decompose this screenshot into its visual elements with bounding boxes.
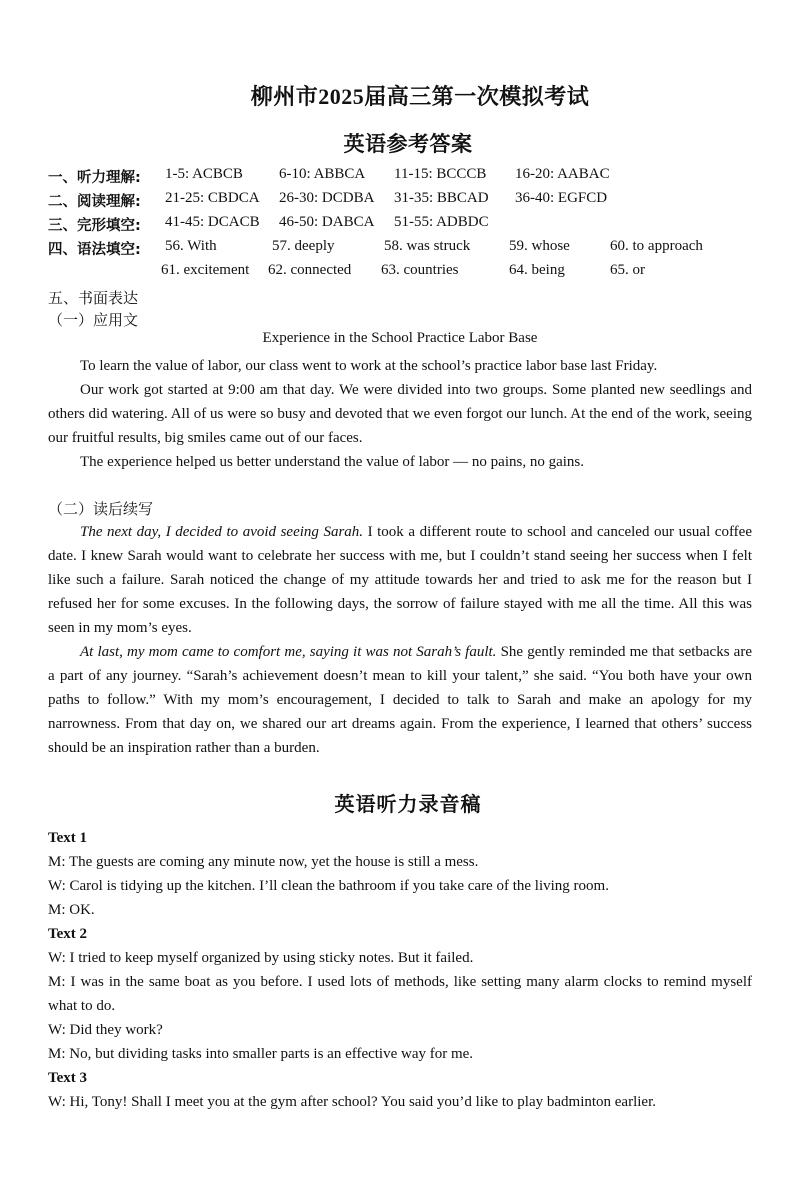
- essay-paragraph: Our work got started at 9:00 am that day. We were divided into two groups. Some planted new seedlings and others did watering. All of us were so busy and devoted that we even forgot our lunch. At the end of the work, seeing our fruitful results, big smiles came out of our faces.: [48, 382, 752, 446]
- answer-group: 56. With: [165, 238, 217, 254]
- answer-group: 6-10: ABBCA: [279, 166, 366, 182]
- answer-group: 65. or: [610, 262, 645, 278]
- page-title: 柳州市2025届高三第一次模拟考试: [250, 84, 590, 109]
- dialogue-line: W: Carol is tidying up the kitchen. I’ll clean the bathroom if you take care of the living room.: [48, 878, 609, 894]
- answer-row-label: 三、完形填空:: [48, 218, 141, 234]
- answer-group: 51-55: ADBDC: [394, 214, 489, 230]
- answer-group: 58. was struck: [384, 238, 471, 254]
- answer-row-label: 一、听力理解:: [48, 170, 141, 186]
- essay-paragraph: To learn the value of labor, our class went to work at the school’s practice labor base last Friday.: [80, 358, 658, 374]
- answer-group: 11-15: BCCCB: [394, 166, 487, 182]
- answer-group: 62. connected: [268, 262, 352, 278]
- dialogue-line: W: Did they work?: [48, 1022, 163, 1038]
- text-label: Text 1: [48, 830, 88, 846]
- answer-row-label: 二、阅读理解:: [48, 194, 141, 210]
- answer-row-grammar-cont: [48, 262, 768, 286]
- answer-row-grammar: [48, 238, 768, 262]
- answer-group: 36-40: EGFCD: [515, 190, 608, 206]
- continuation-lead: At last, my mom came to comfort me, saying it was not Sarah’s fault.: [80, 644, 497, 660]
- answer-group: 61. excitement: [161, 262, 250, 278]
- essay-title: Experience in the School Practice Labor Base: [262, 330, 538, 346]
- answer-group: 64. being: [509, 262, 565, 278]
- text-label: Text 3: [48, 1070, 88, 1086]
- writing-section-label: 五、书面表达: [48, 289, 139, 307]
- answer-group: 16-20: AABAC: [515, 166, 610, 182]
- answer-key: [48, 166, 768, 286]
- answer-row-listening: [48, 166, 768, 190]
- answer-group: 41-45: DCACB: [165, 214, 260, 230]
- writing-part2-label: （二）读后续写: [48, 500, 154, 518]
- answer-group: 31-35: BBCAD: [394, 190, 489, 206]
- answer-group: 63. countries: [381, 262, 459, 278]
- dialogue-line: M: OK.: [48, 902, 95, 918]
- continuation-paragraph: [48, 640, 752, 760]
- continuation-paragraph: [48, 520, 752, 640]
- answer-group: 26-30: DCDBA: [279, 190, 375, 206]
- page-subtitle: 英语参考答案: [343, 132, 473, 156]
- answer-group: 46-50: DABCA: [279, 214, 375, 230]
- listening-script-title: 英语听力录音稿: [334, 794, 482, 816]
- dialogue-line: W: Hi, Tony! Shall I meet you at the gym after school? You said you’d like to play badminton earlier.: [48, 1094, 656, 1110]
- answer-group: 21-25: CBDCA: [165, 190, 260, 206]
- continuation-body: She gently reminded me that setbacks are a part of any journey. “Sarah’s achievement doesn’t mean to kill your talent,” she said. “You both have your own paths to follow.” With my mom’s encouragement, I decided to talk to Sarah and make an apology for my narrowness. From that day on, we shared our art dreams again. From the experience, I learned that others’ success should be an inspiration rather than a burden.: [48, 644, 752, 756]
- answer-group: 1-5: ACBCB: [165, 166, 243, 182]
- listening-text-1: [48, 826, 752, 1114]
- answer-row-reading: [48, 190, 768, 214]
- writing-part1-label: （一）应用文: [48, 311, 139, 329]
- continuation-lead: The next day, I decided to avoid seeing Sarah.: [80, 524, 364, 540]
- dialogue-line: M: The guests are coming any minute now, yet the house is still a mess.: [48, 854, 479, 870]
- essay-paragraph: The experience helped us better understand the value of labor — no pains, no gains.: [80, 454, 585, 470]
- dialogue-line: W: I tried to keep myself organized by using sticky notes. But it failed.: [48, 950, 474, 966]
- answer-row-label: 四、语法填空:: [48, 242, 141, 258]
- answer-row-cloze: [48, 214, 768, 238]
- continuation-body: I took a different route to school and canceled our usual coffee date. I knew Sarah would want to celebrate her success with me, but I couldn’t stand seeing her success when I felt like such a failure. Sarah noticed the change of my attitude towards her and tried to ask me for the reason but I refused her for some excuses. In the following days, the sorrow of failure stayed with me all the time. All this was seen in my mom’s eyes.: [48, 524, 752, 636]
- dialogue-line: M: No, but dividing tasks into smaller parts is an effective way for me.: [48, 1046, 474, 1062]
- answer-group: 60. to approach: [610, 238, 703, 254]
- answer-group: 57. deeply: [272, 238, 335, 254]
- dialogue-line: M: I was in the same boat as you before. I used lots of methods, like setting many alarm clocks to remind myself what to do.: [48, 974, 752, 1014]
- text-label: Text 2: [48, 926, 88, 942]
- answer-group: 59. whose: [509, 238, 570, 254]
